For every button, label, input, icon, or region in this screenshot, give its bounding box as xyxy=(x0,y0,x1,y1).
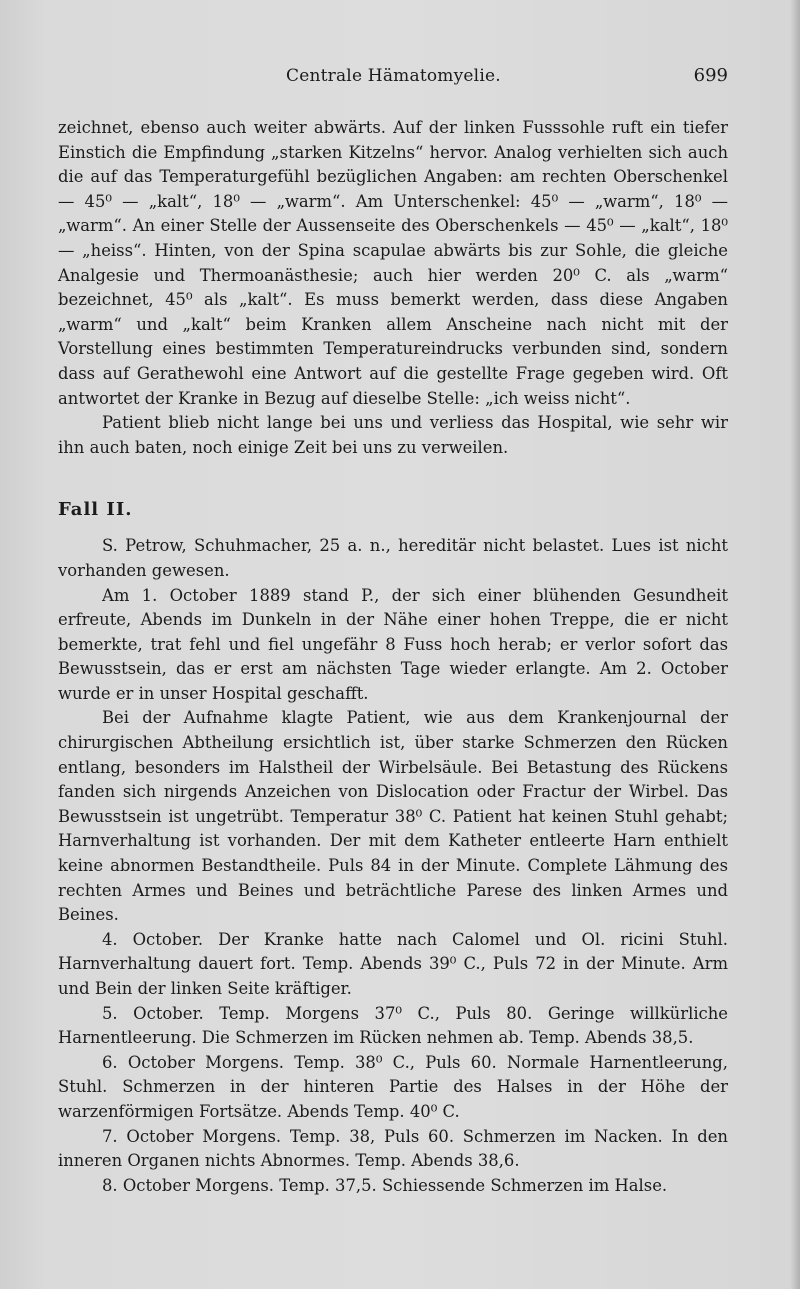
paragraph-oct-8: 8. October Morgens. Temp. 37,5. Schiessende Schmerzen im Halse. xyxy=(102,1175,668,1195)
paragraph-patient-left: Patient blieb nicht lange bei uns und verliess das Hospital, wie sehr wir ihn auch baten, noch einige Zeit bei uns zu verweilen. xyxy=(58,413,728,457)
section-heading: Fall II. xyxy=(58,499,133,521)
page-edge-shadow xyxy=(790,0,800,1289)
paragraph-admission: Bei der Aufnahme klagte Patient, wie aus dem Krankenjournal der chirurgischen Abtheilung ersichtlich ist, über starke Schmerzen den Rücken entlang, besonders im Halstheil der Wirbelsäule. Bei Betastung des Rückens fanden sich nirgends Anzeichen von Dislocation oder Fractur der Wirbel. Das Bewusstsein ist ungetrübt. Temperatur 38⁰ C. Patient hat keinen Stuhl gehabt; Harnverhaltung ist vorhanden. Der mit dem Katheter entleerte Harn enthielt keine abnormen Bestandtheile. Puls 84 in der Minute. Complete Lähmung des rechten Armes und Beines und beträchtliche Parese des linken Armes und Beines. xyxy=(58,708,728,925)
paragraph-continuation: zeichnet, ebenso auch weiter abwärts. Auf der linken Fusssohle ruft ein tiefer Einstich die Empfindung „starken Kitzelns“ hervor. Analog verhielten sich auch die auf das Temperaturgefühl bezüglichen Angaben: am rechten Oberschenkel — 45⁰ — „kalt“, 18⁰ — „warm“. Am Unterschenkel: 45⁰ — „warm“, 18⁰ — „warm“. An einer Stelle der Aussenseite des Oberschenkels — 45⁰ — „kalt“, 18⁰ — „heiss“. Hinten, von der Spina scapulae abwärts bis zur Sohle, die gleiche Analgesie und Thermoanästhesie; auch hier werden 20⁰ C. als „warm“ bezeichnet, 45⁰ als „kalt“. Es muss bemerkt werden, dass diese Angaben „warm“ und „kalt“ beim Kranken allem Anscheine nach nicht mit der Vorstellung eines bestimmten Temperatureindrucks verbunden sind, sondern dass auf Gerathewohl eine Antwort auf die gestellte Frage gegeben wird. Oft antwortet der Kranke in Bezug auf dieselbe Stelle: „ich weiss nicht“. xyxy=(58,118,728,408)
body-text xyxy=(58,116,728,1198)
paragraph-accident: Am 1. October 1889 stand P., der sich einer blühenden Gesundheit erfreute, Abends im Dunkeln in der Nähe einer hohen Treppe, die er nicht bemerkte, trat fehl und fiel ungefähr 8 Fuss hoch herab; er verlor sofort das Bewusstsein, das er erst am nächsten Tage wieder erlangte. Am 2. October wurde er in unser Hospital geschafft. xyxy=(58,585,728,703)
paragraph-oct-4: 4. October. Der Kranke hatte nach Calomel und Ol. ricini Stuhl. Harnverhaltung dauert fort. Temp. Abends 39⁰ C., Puls 72 in der Minute. Arm und Bein der linken Seite kräftiger. xyxy=(58,929,728,998)
running-header xyxy=(58,64,728,88)
paragraph-oct-7: 7. October Morgens. Temp. 38, Puls 60. Schmerzen im Nacken. In den inneren Organen nichts Abnormes. Temp. Abends 38,6. xyxy=(58,1126,728,1171)
paragraph-patient-intro: S. Petrow, Schuhmacher, 25 a. n., hereditär nicht belastet. Lues ist nicht vorhanden gewesen. xyxy=(58,536,728,580)
paragraph-oct-5: 5. October. Temp. Morgens 37⁰ C., Puls 80. Geringe willkürliche Harnentleerung. Die Schmerzen im Rücken nehmen ab. Temp. Abends 38,5. xyxy=(58,1003,728,1048)
page-number: 699 xyxy=(693,65,728,86)
running-title: Centrale Hämatomyelie. xyxy=(286,66,501,86)
paragraph-oct-6: 6. October Morgens. Temp. 38⁰ C., Puls 60. Normale Harnentleerung, Stuhl. Schmerzen in der hinteren Partie des Halses in der Höhe der warzenförmigen Fortsätze. Abends Temp. 40⁰ C. xyxy=(58,1052,728,1121)
